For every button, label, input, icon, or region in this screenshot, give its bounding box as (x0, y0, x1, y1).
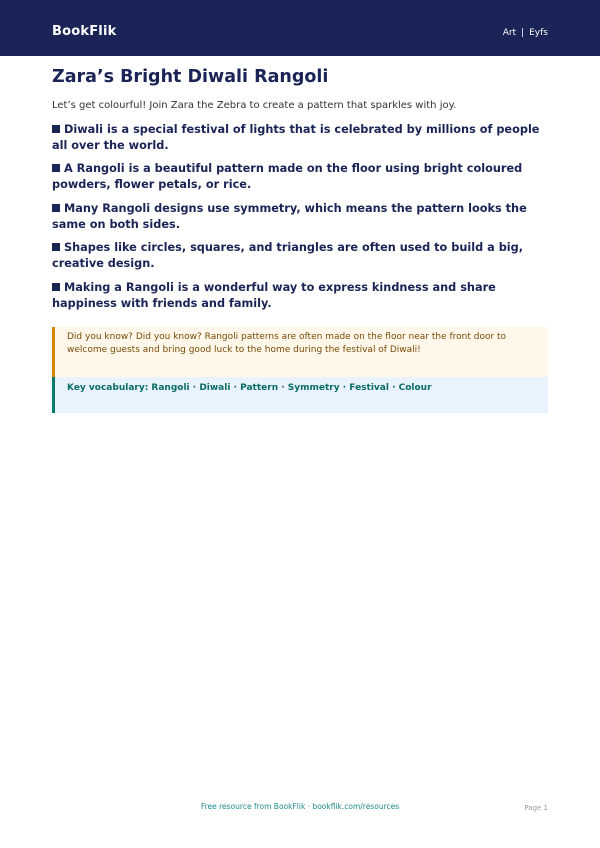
header-separator: | (521, 28, 525, 38)
list-item (52, 240, 550, 272)
square-bullet-icon (52, 164, 60, 172)
intro-text: Let’s get colourful! Join Zara the Zebra to create a pattern that sparkles with joy. (52, 100, 457, 111)
did-you-know-text: Did you know? Did you know? Rangoli patterns are often made on the floor near the front door to welcome guests and bring good luck to the home during the festival of Diwali! (67, 332, 507, 355)
page-title: Zara’s Bright Diwali Rangoli (52, 67, 329, 87)
subject-label: Art (502, 28, 517, 38)
square-bullet-icon (52, 125, 60, 133)
level-label: Eyfs (529, 28, 548, 38)
list-item-text: A Rangoli is a beautiful pattern made on the floor using bright coloured powders, flower petals, or rice. (52, 162, 523, 192)
list-item-text: Diwali is a special festival of lights that is celebrated by millions of people all over the world. (52, 123, 540, 152)
list-item (52, 122, 550, 154)
vocabulary-text: Key vocabulary: Rangoli · Diwali · Pattern · Symmetry · Festival · Colour (67, 383, 432, 393)
fact-list (52, 122, 550, 319)
list-item (52, 280, 550, 312)
vocabulary-box (52, 377, 548, 413)
list-item (52, 201, 550, 233)
square-bullet-icon (52, 204, 60, 212)
header-meta (503, 27, 548, 39)
header-bar (0, 0, 600, 56)
page-number: Page 1 (524, 804, 548, 812)
brand-logo[interactable]: BookFlik (52, 24, 117, 39)
list-item-text: Many Rangoli designs use symmetry, which means the pattern looks the same on both sides. (52, 201, 527, 231)
list-item-text: Shapes like circles, squares, and triangles are often used to build a big, creative design. (52, 241, 524, 271)
did-you-know-callout (52, 327, 548, 377)
list-item (52, 161, 550, 193)
footer-resource-link[interactable]: Free resource from BookFlik · bookflik.com/resources (200, 802, 400, 811)
square-bullet-icon (52, 243, 60, 251)
square-bullet-icon (52, 283, 60, 291)
list-item-text: Making a Rangoli is a wonderful way to express kindness and share happiness with friends and family. (52, 280, 496, 310)
